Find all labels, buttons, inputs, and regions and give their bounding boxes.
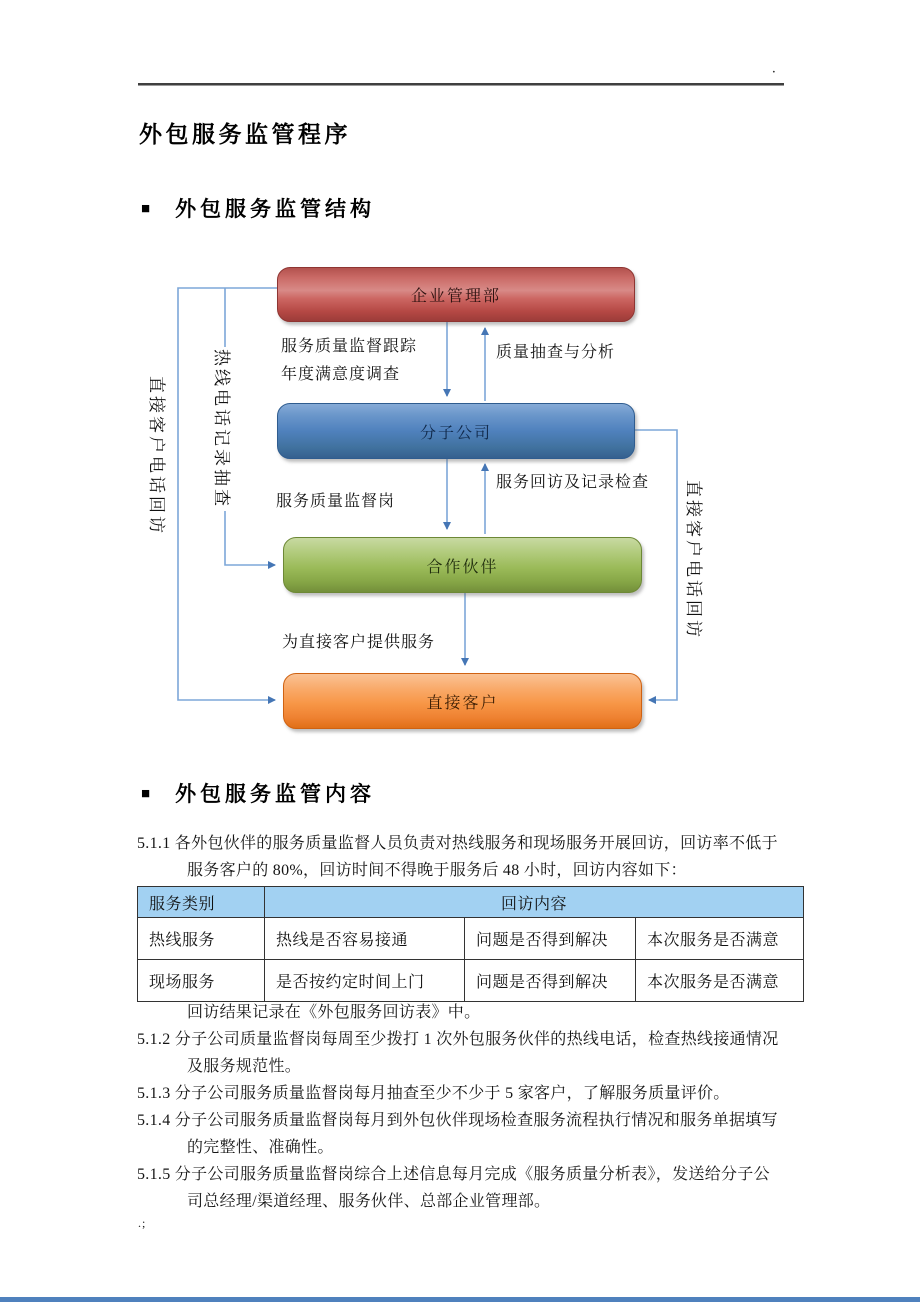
square-bullet-icon: ■ xyxy=(141,199,151,217)
edge-label-provide-service: 为直接客户提供服务 xyxy=(282,629,435,652)
header-cell-category: 服务类别 xyxy=(138,887,265,918)
paragraph-line: 及服务规范性。 xyxy=(187,1058,302,1075)
edge-label-visit-record-check: 服务回访及记录检查 xyxy=(496,469,649,492)
flow-box-label: 分子公司 xyxy=(419,424,492,442)
flow-box-label: 企业管理部 xyxy=(410,288,501,305)
table-row xyxy=(138,960,804,1002)
table-cell: 热线是否容易接通 xyxy=(265,918,465,960)
paragraph-line: 司总经理/渠道经理、服务伙伴、总部企业管理部。 xyxy=(187,1193,551,1210)
paragraph-line: 5.1.5 分子公司服务质量监督岗综合上述信息每月完成《服务质量分析表》，发送给分子公 xyxy=(137,1166,770,1183)
vertical-label-direct-customer-callback-left: 直接客户电话回访 xyxy=(146,374,171,538)
footer-stray-mark: .; xyxy=(138,1216,147,1230)
header-dot-mark: · xyxy=(772,66,776,78)
square-bullet-icon: ■ xyxy=(141,784,151,802)
table-cell: 本次服务是否满意 xyxy=(636,960,804,1002)
vertical-label-hotline-record-sampling: 热线电话记录抽查 xyxy=(211,347,236,511)
table-cell: 是否按约定时间上门 xyxy=(265,960,465,1002)
paragraph-line: 5.1.4 分子公司服务质量监督岗每月到外包伙伴现场检查服务流程执行情况和服务单据填写 xyxy=(137,1112,778,1129)
flow-box-management-dept xyxy=(277,267,635,322)
flow-box-subsidiary-company xyxy=(277,403,635,459)
table-header-row xyxy=(138,887,804,918)
paragraph-line: 服务客户的 80%，回访时间不得晚于服务后 48 小时，回访内容如下： xyxy=(187,862,687,879)
flow-box-direct-customer xyxy=(283,673,642,729)
paragraphs-512-515 xyxy=(137,999,827,1215)
table-row xyxy=(138,918,804,960)
bottom-accent-bar xyxy=(0,1297,920,1302)
section-heading-text: 外包服务监管内容 xyxy=(175,783,376,806)
paragraph-line: 5.1.1 各外包伙伴的服务质量监督人员负责对热线服务和现场服务开展回访，回访率不低于 xyxy=(137,835,778,852)
vertical-label-direct-customer-callback-right: 直接客户电话回访 xyxy=(683,478,708,642)
paragraph-line: 回访结果记录在《外包服务回访表》中。 xyxy=(187,1004,481,1021)
flow-box-partner xyxy=(283,537,642,593)
table-cell: 问题是否得到解决 xyxy=(465,960,636,1002)
edge-label-quality-tracking: 服务质量监督跟踪 xyxy=(281,333,417,356)
section-heading-structure xyxy=(141,193,375,223)
flow-box-label: 直接客户 xyxy=(426,694,499,712)
page-title: 外包服务监管程序 xyxy=(139,121,351,147)
paragraph-line: 5.1.3 分子公司服务质量监督岗每月抽查至少不少于 5 家客户，了解服务质量评价。 xyxy=(137,1085,730,1102)
section-heading-text: 外包服务监管结构 xyxy=(175,198,376,221)
table-cell: 热线服务 xyxy=(138,918,265,960)
paragraph-511 xyxy=(137,830,827,884)
table-cell: 本次服务是否满意 xyxy=(636,918,804,960)
paragraph-line: 5.1.2 分子公司质量监督岗每周至少拨打 1 次外包服务伙伴的热线电话，检查热线接通情况 xyxy=(137,1031,779,1048)
review-content-table xyxy=(137,886,804,1002)
flow-box-label: 合作伙伴 xyxy=(426,558,499,576)
table-cell: 现场服务 xyxy=(138,960,265,1002)
header-cell-content: 回访内容 xyxy=(265,887,804,918)
section-heading-content xyxy=(141,778,375,808)
paragraph-line: 的完整性、准确性。 xyxy=(187,1139,334,1156)
table-cell: 问题是否得到解决 xyxy=(465,918,636,960)
edge-label-annual-satisfaction: 年度满意度调查 xyxy=(281,361,400,384)
edge-label-quality-sampling: 质量抽查与分析 xyxy=(496,339,615,362)
edge-label-supervision-post: 服务质量监督岗 xyxy=(276,488,395,511)
header-rule xyxy=(138,83,784,86)
